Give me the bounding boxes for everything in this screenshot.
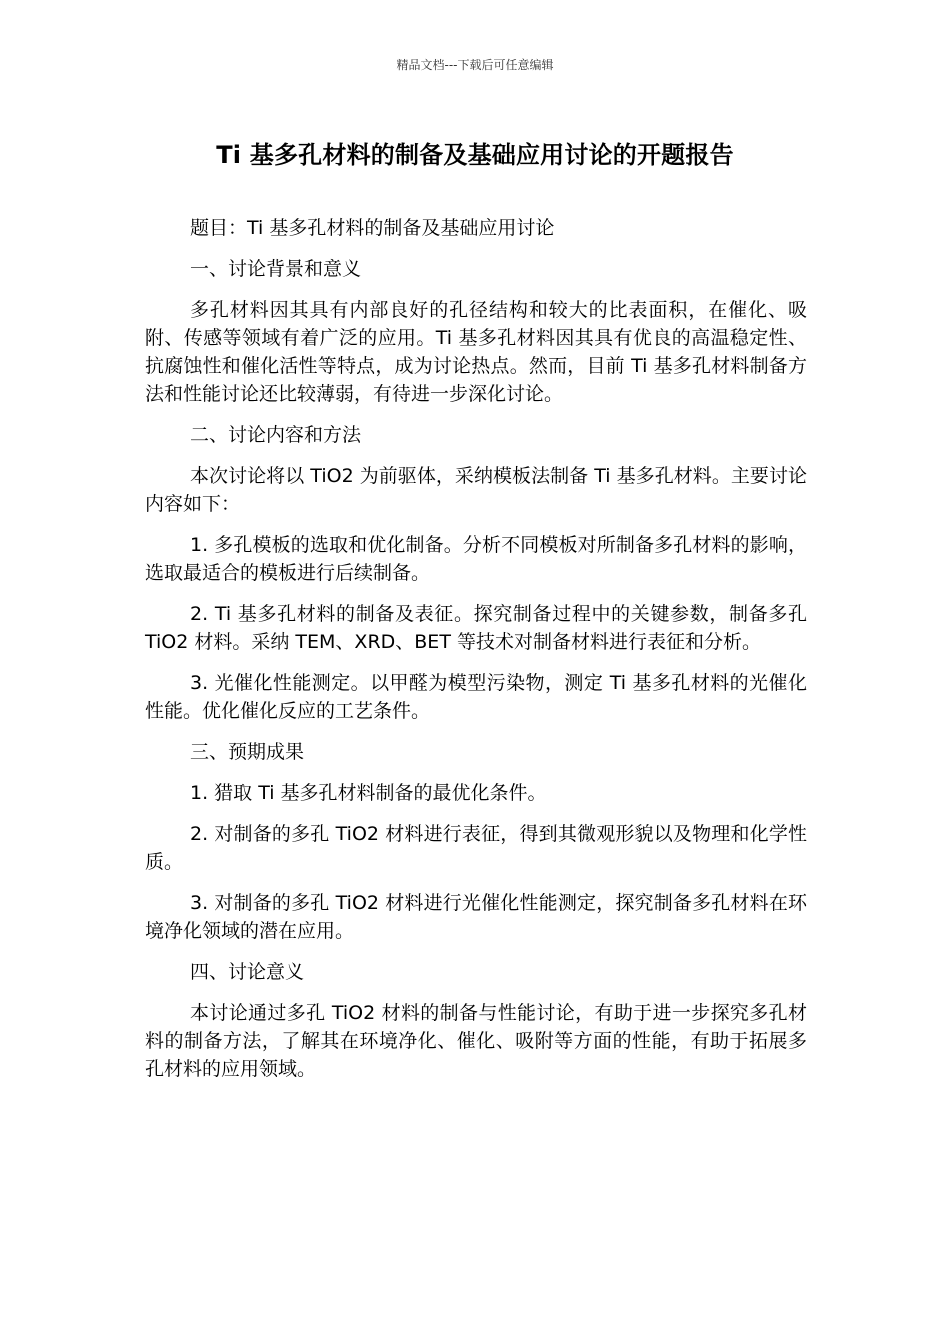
content-item-2: 2. Ti 基多孔材料的制备及表征。探究制备过程中的关键参数，制备多孔 TiO2 材料。采纳 TEM、XRD、BET 等技术对制备材料进行表征和分析。: [145, 603, 807, 653]
section-heading-background: 一、讨论背景和意义: [190, 258, 362, 280]
document-body: [145, 214, 807, 1096]
result-item-1: 1. 猎取 Ti 基多孔材料制备的最优化条件。: [190, 782, 547, 804]
section-heading-results: 三、预期成果: [190, 741, 305, 763]
section-heading-content: 二、讨论内容和方法: [190, 424, 362, 446]
section-heading-significance: 四、讨论意义: [190, 961, 305, 983]
document-title: Ti 基多孔材料的制备及基础应用讨论的开题报告: [216, 141, 734, 169]
result-item-2: 2. 对制备的多孔 TiO2 材料进行表征，得到其微观形貌以及物理和化学性质。: [145, 823, 807, 873]
background-paragraph: 多孔材料因其具有内部良好的孔径结构和较大的比表面积，在催化、吸附、传感等领域有着广泛的应用。Ti 基多孔材料因其具有优良的高温稳定性、抗腐蚀性和催化活性等特点，成为讨论热点。然而，目前 Ti 基多孔材料制备方法和性能讨论还比较薄弱，有待进一步深化讨论。: [145, 299, 807, 405]
topic-line: 题目：Ti 基多孔材料的制备及基础应用讨论: [190, 217, 555, 239]
result-item-3: 3. 对制备的多孔 TiO2 材料进行光催化性能测定，探究制备多孔材料在环境净化领域的潜在应用。: [145, 892, 807, 942]
content-intro-paragraph: 本次讨论将以 TiO2 为前驱体，采纳模板法制备 Ti 基多孔材料。主要讨论内容如下：: [145, 465, 807, 515]
page-header: 精品文档---下载后可任意编辑: [396, 58, 554, 72]
significance-paragraph: 本讨论通过多孔 TiO2 材料的制备与性能讨论，有助于进一步探究多孔材料的制备方法，了解其在环境净化、催化、吸附等方面的性能，有助于拓展多孔材料的应用领域。: [145, 1002, 807, 1080]
content-item-3: 3. 光催化性能测定。以甲醛为模型污染物，测定 Ti 基多孔材料的光催化性能。优化催化反应的工艺条件。: [145, 672, 807, 722]
content-item-1: 1. 多孔模板的选取和优化制备。分析不同模板对所制备多孔材料的影响，选取最适合的模板进行后续制备。: [145, 534, 807, 584]
